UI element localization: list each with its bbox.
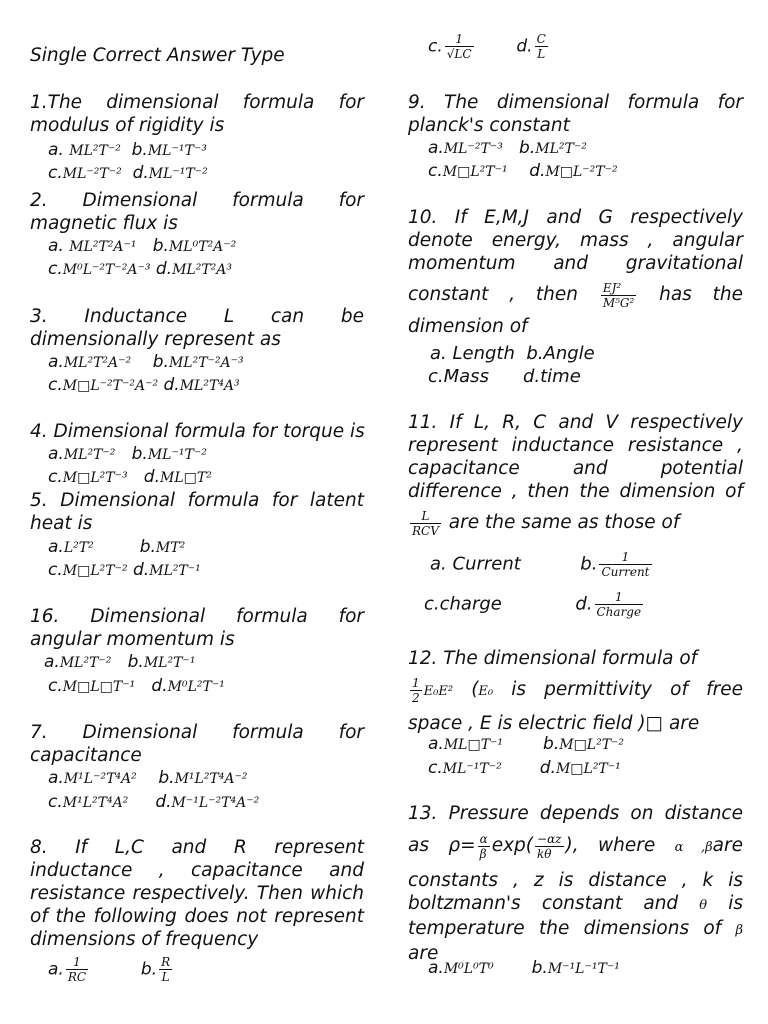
question-7: 7. Dimensional formula for capacitance: [30, 722, 365, 766]
q2-options-ab: a. ML²T²A⁻¹ b.ML⁰T²A⁻²: [48, 236, 237, 256]
q3-options-cd: c.M□L⁻²T⁻²A⁻² d.ML²T⁴A³: [48, 375, 240, 395]
q4-options-ab: a.ML²T⁻² b.ML⁻¹T⁻²: [48, 444, 207, 464]
q11-options-cd: c.charge d. $\frac{1}{\text{Charge}}$: [424, 590, 642, 619]
q7-options-cd: c.M¹L²T⁴A² d.M⁻¹L⁻²T⁴A⁻²: [48, 792, 260, 812]
q5-options-cd: c.M□L²T⁻² d.ML²T⁻¹: [48, 560, 201, 580]
question-11: 11. If L, R, C and V respectively represent inductance resistance , capacitance and potential difference , then the dimension of $\frac{L}{\text{RCV}}$ are the same as those of: [408, 412, 743, 538]
question-4: 4. Dimensional formula for torque is: [30, 421, 365, 442]
q9-options-ab: a.ML⁻²T⁻³ b.ML²T⁻²: [428, 138, 587, 158]
q7-options-ab: a.M¹L⁻²T⁴A² b.M¹L²T⁴A⁻²: [48, 768, 248, 788]
question-3: 3. Inductance L can be dimensionally represent as: [30, 306, 364, 350]
question-9: 9. The dimensional formula for planck's constant: [408, 92, 743, 136]
question-5: 5. Dimensional formula for latent heat is: [30, 490, 364, 534]
q10-options-ab: a. Length b.Angle: [430, 343, 595, 364]
q8-options-cd: c. $\frac{1}{√LC}$ d. $\frac{C}{L}$: [428, 32, 546, 61]
question-2: 2. Dimensional formula for magnetic flux is: [30, 190, 365, 234]
q5-options-ab: a.L²T² b.MT²: [48, 537, 186, 557]
q3-options-ab: a.ML²T²A⁻² b.ML²T⁻²A⁻³: [48, 352, 244, 372]
q2-options-cd: c.M⁰L⁻²T⁻²A⁻³ d.ML²T²A³: [48, 259, 232, 279]
q1-line-2: modulus of rigidity is: [30, 115, 225, 136]
q1-options-cd: c.ML⁻²T⁻² d.ML⁻¹T⁻²: [48, 163, 208, 183]
question-13: 13. Pressure depends on distance as ρ= $\frac{\alpha}{\beta}$ exp( $\frac{-\alpha z}{k\theta}$ ), where α ,βare constants , z is distance , k is boltzmann's constant and θ is temperature the dimensions of β are: [408, 803, 744, 964]
question-8: 8. If L,C and R represent inductance , capacitance and resistance respectively. Then which of the following does not represent dimensions of frequency: [30, 837, 364, 950]
q12-options-ab: a.ML□T⁻¹ b.M□L²T⁻²: [428, 734, 625, 754]
q13-options-ab: a.M⁰L⁰T⁰ b.M⁻¹L⁻¹T⁻¹: [428, 958, 620, 978]
question-12: 12. The dimensional formula of $\frac{1}{2}$ E₀E² (E₀ is permittivity of free space , E is electric field )□ are: [408, 648, 743, 734]
section-title: Single Correct Answer Type: [30, 45, 285, 66]
q9-options-cd: c.M□L²T⁻¹ d.M□L⁻²T⁻²: [428, 161, 618, 181]
q16-options-ab: a.ML²T⁻² b.ML²T⁻¹: [44, 652, 196, 672]
q8-options-ab: a. $\frac{1}{RC}$ b. $\frac{R}{L}$: [48, 955, 171, 984]
q12-options-cd: c.ML⁻¹T⁻² d.M□L²T⁻¹: [428, 758, 621, 778]
q10-options-cd: c.Mass d.time: [428, 366, 581, 387]
q11-options-ab: a. Current b. $\frac{1}{\text{Current}}$: [430, 550, 650, 579]
q1-options-ab: a. ML²T⁻² b.ML⁻¹T⁻³: [48, 140, 207, 160]
question-16: 16. Dimensional formula for angular momentum is: [30, 606, 365, 650]
q1-line-1: 1.The dimensional formula for: [30, 92, 364, 113]
question-1: [30, 91, 364, 137]
question-10: 10. If E,M,J and G respectively denote energy, mass , angular momentum and gravitational constant , then $\frac{\text{EJ²}}{\text{M⁵G²}}$ has the dimension of: [408, 207, 744, 337]
q4-options-cd: c.M□L²T⁻³ d.ML□T²: [48, 467, 212, 487]
q16-options-cd: c.M□L□T⁻¹ d.M⁰L²T⁻¹: [48, 676, 225, 696]
